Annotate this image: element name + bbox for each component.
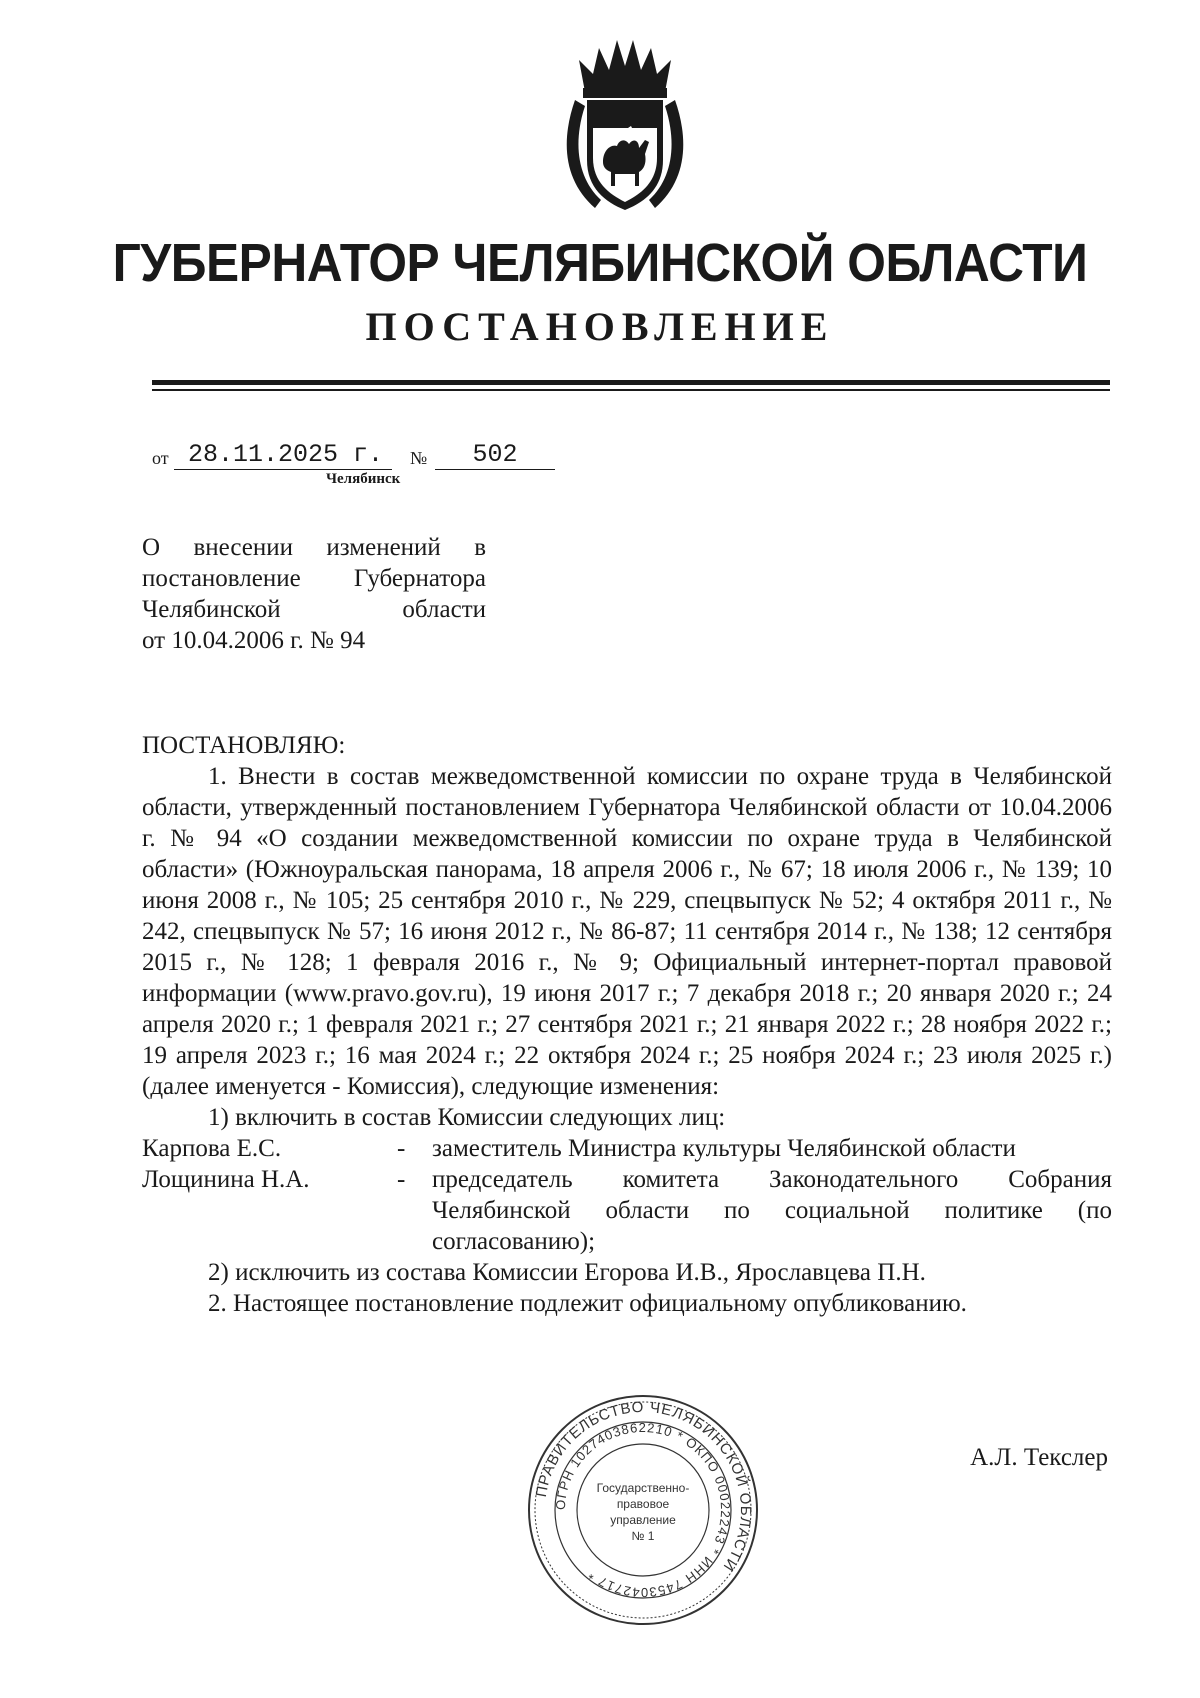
header-rule-thick (152, 380, 1110, 385)
organization-title: ГУБЕРНАТОР ЧЕЛЯБИНСКОЙ ОБЛАСТИ (112, 233, 1088, 293)
document-type: ПОСТАНОВЛЕНИЕ (365, 304, 835, 349)
document-number: 502 (435, 440, 555, 470)
document-date: 28.11.2025 г. (174, 440, 392, 470)
svg-text:№ 1: № 1 (631, 1529, 655, 1543)
svg-text:ОГРН 1027403862210 * ОКПО 0002: ОГРН 1027403862210 * ОКПО 00022243 * ИНН 7453042717 * (552, 1419, 734, 1601)
subject-line: от 10.04.2006 г. № 94 (142, 627, 366, 654)
document-body (142, 730, 1112, 1319)
date-number-line (152, 440, 592, 470)
official-seal (523, 1390, 763, 1630)
person-role: заместитель Министра культуры Челябинской области (432, 1135, 1016, 1162)
date-prefix: от (152, 448, 169, 468)
person-dash: - (397, 1135, 406, 1162)
city-label: Челябинск (326, 471, 401, 487)
person-entry (142, 1133, 1112, 1164)
clause-2: 2. Настоящее постановление подлежит официальному опубликованию. (208, 1290, 967, 1317)
subclause-1: 1) включить в состав Комиссии следующих лиц: (208, 1104, 726, 1131)
person-name: Лощинина Н.А. (142, 1166, 310, 1193)
subject-line: О внесении изменений в (142, 534, 486, 561)
svg-text:Государственно-: Государственно- (596, 1481, 690, 1495)
subject-line: Челябинской области (142, 596, 486, 623)
svg-text:правовое: правовое (616, 1497, 670, 1511)
person-name: Карпова Е.С. (142, 1135, 282, 1162)
clause-1: 1. Внести в состав межведомственной комиссии по охране труда в Челябинской области, утвержденный постановлением Губернатора Челябинской области от 10.04.2006 г. № 94 «О создании межведомственной комиссии по охране труда в Челябинской области» (Южноуральская панорама, 18 апреля 2006 г., № 67; 18 июля 2006 г., № 139; 10 июня 2008 г., № 105; 25 сентября 2010 г., № 229, спецвыпуск № 52; 4 октября 2011 г., № 242, спецвыпуск № 57; 16 июня 2012 г., № 86-87; 11 сентября 2014 г., № 138; 12 сентября 2015 г., № 128; 1 февраля 2016 г., № 9; Официальный интернет-портал правовой информации (www.pravo.gov.ru), 19 июня 2017 г.; 7 декабря 2018 г.; 20 января 2020 г.; 24 апреля 2020 г.; 1 февраля 2021 г.; 27 сентября 2021 г.; 21 января 2022 г.; 28 ноября 2022 г.; 19 апреля 2023 г.; 16 мая 2024 г.; 22 октября 2024 г.; 25 ноября 2024 г.; 23 июля 2025 г.) (далее именуется - Комиссия), следующие изменения: (142, 763, 1112, 1100)
subject-line: постановление Губернатора (142, 565, 486, 592)
signer-name: А.Л. Текслер (970, 1444, 1108, 1471)
person-dash: - (397, 1166, 406, 1193)
svg-text:управление: управление (610, 1513, 676, 1527)
coat-of-arms-emblem (555, 30, 695, 220)
person-entry (142, 1164, 1112, 1257)
header-rule-thin (152, 389, 1110, 391)
svg-text:ПРАВИТЕЛЬСТВО ЧЕЛЯБИНСКОЙ ОБЛА: ПРАВИТЕЛЬСТВО ЧЕЛЯБИНСКОЙ ОБЛАСТИ (532, 1398, 755, 1575)
number-label: № (410, 448, 428, 468)
subclause-2: 2) исключить из состава Комиссии Егорова И.В., Ярославцева П.Н. (208, 1259, 926, 1286)
document-subject (142, 532, 486, 656)
person-role: председатель комитета Законодательного Собрания Челябинской области по социальной политике (по согласованию); (432, 1166, 1112, 1255)
decree-word: ПОСТАНОВЛЯЮ: (142, 732, 346, 759)
